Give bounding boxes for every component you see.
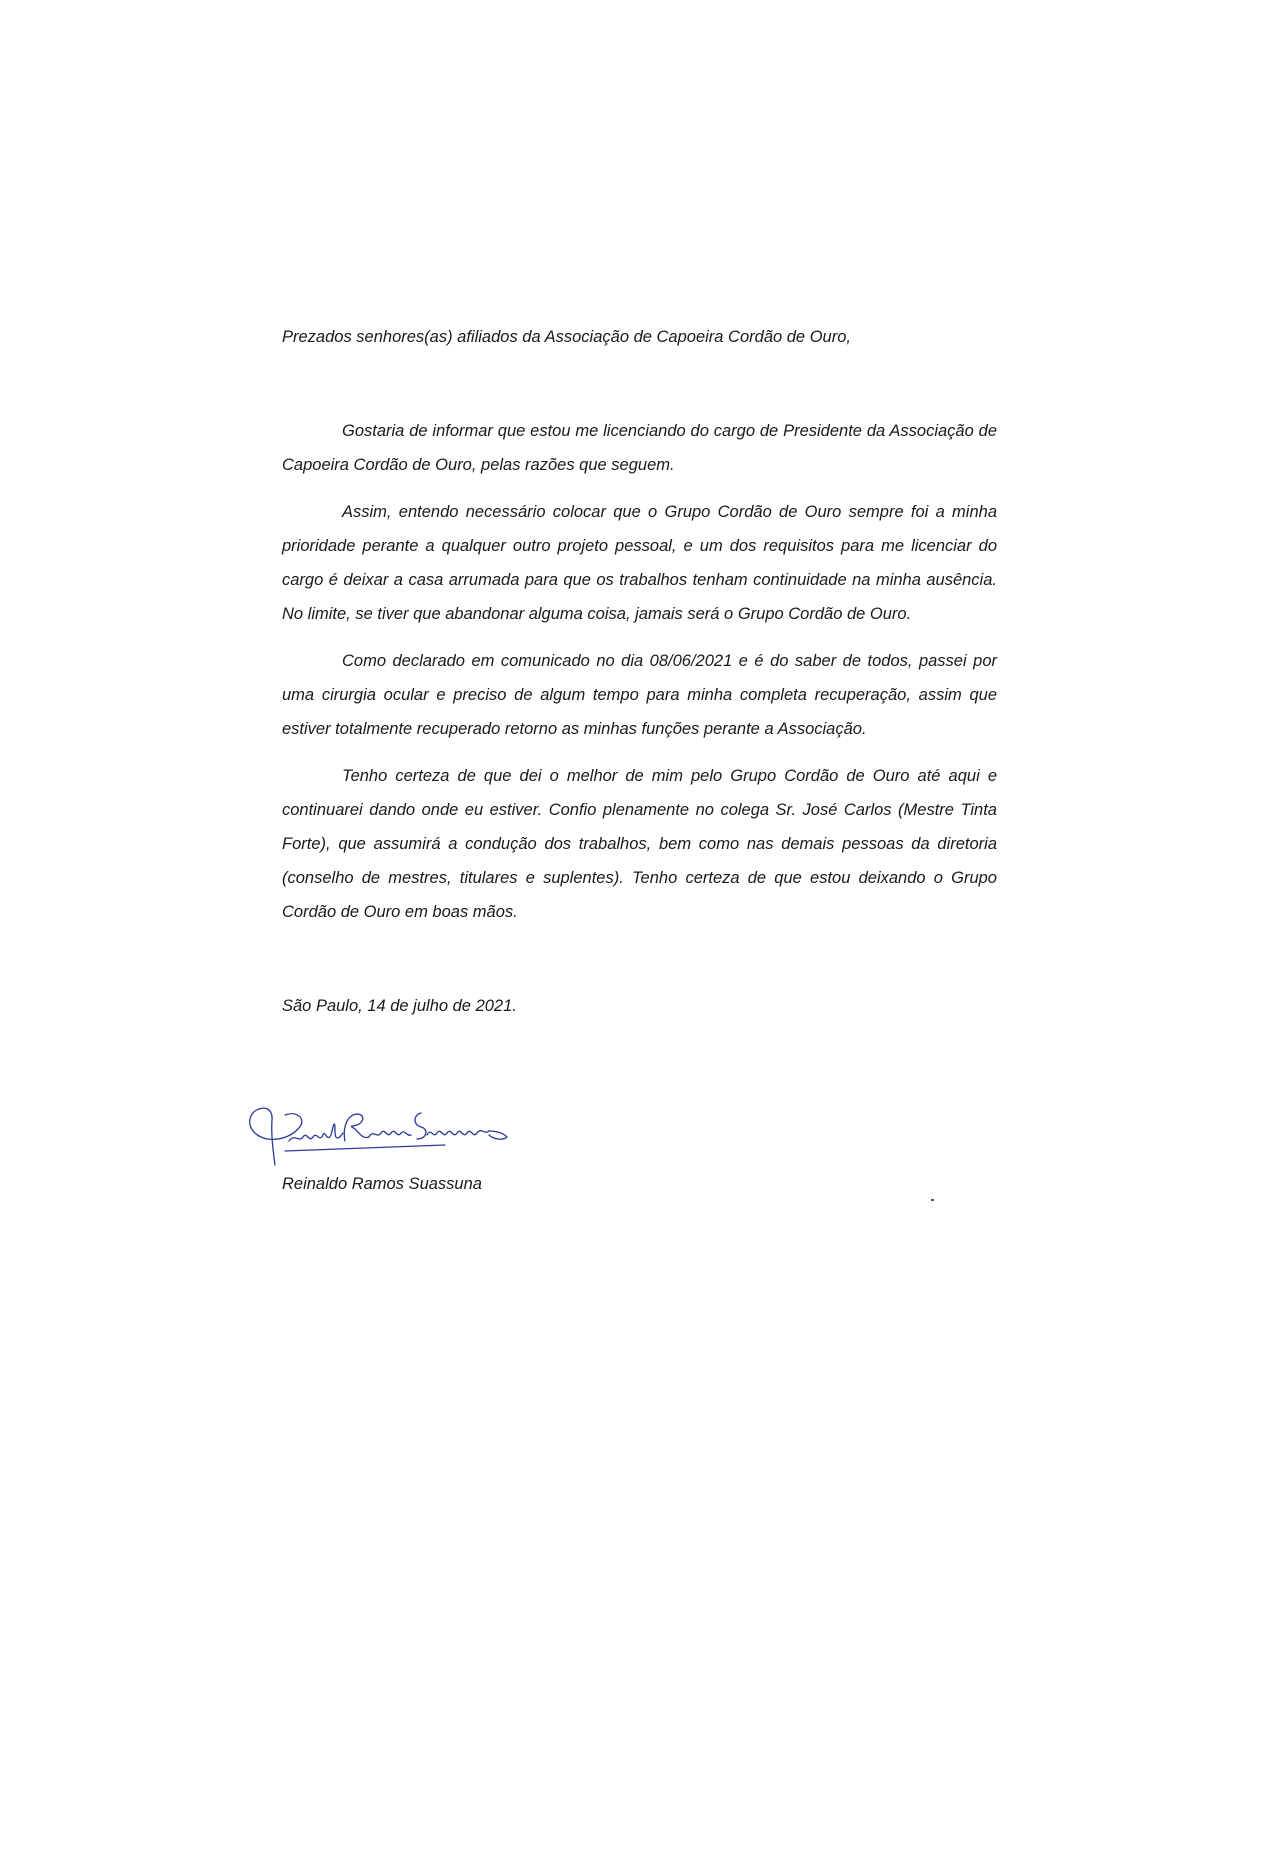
- paragraph-succession: Tenho certeza de que dei o melhor de mim pelo Grupo Cordão de Ouro até aqui e continuarei dando onde eu estiver. Confio plenamente no colega Sr. José Carlos (Mestre Tinta Forte), que assumirá a condução dos trabalhos, bem como nas demais pessoas da diretoria (conselho de mestres, titulares e suplentes). Tenho certeza de que estou deixando o Grupo Cordão de Ouro em boas mãos.: [282, 767, 997, 921]
- paragraph-surgery: Como declarado em comunicado no dia 08/06/2021 e é do saber de todos, passei por uma cirurgia ocular e preciso de algum tempo para minha completa recuperação, assim que estiver totalmente recuperado retorno as minhas funções perante a Associação.: [282, 652, 997, 738]
- signer-name: Reinaldo Ramos Suassuna: [282, 1175, 482, 1193]
- salutation: Prezados senhores(as) afiliados da Associação de Capoeira Cordão de Ouro,: [282, 328, 851, 346]
- stray-mark: [931, 1199, 934, 1201]
- paragraph-priority: Assim, entendo necessário colocar que o Grupo Cordão de Ouro sempre foi a minha prioridade perante a qualquer outro projeto pessoal, e um dos requisitos para me licenciar do cargo é deixar a casa arrumada para que os trabalhos tenham continuidade na minha ausência. No limite, se tiver que abandonar alguma coisa, jamais será o Grupo Cordão de Ouro.: [282, 503, 997, 623]
- signature-block: [245, 1095, 545, 1205]
- place-and-date: São Paulo, 14 de julho de 2021.: [282, 997, 517, 1015]
- letter-paragraphs: [282, 414, 997, 929]
- paragraph-leave-announcement: Gostaria de informar que estou me licenciando do cargo de Presidente da Associação de Capoeira Cordão de Ouro, pelas razões que seguem.: [282, 422, 997, 474]
- handwritten-signature: [245, 1095, 525, 1173]
- letter-body: [282, 320, 997, 1023]
